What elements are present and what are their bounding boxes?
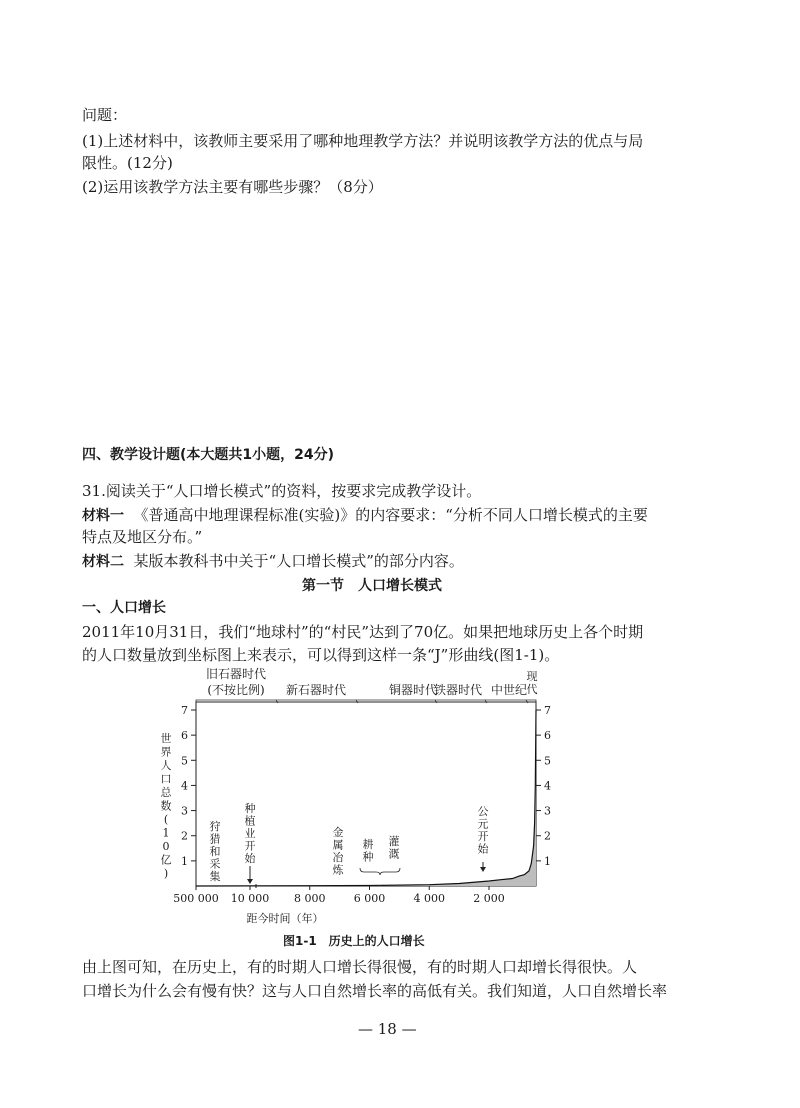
y-tick-label-left-6: 6	[181, 729, 188, 743]
y-tick-label-right-2: 2	[544, 829, 551, 843]
arrowhead-agriculture	[247, 879, 253, 884]
figure-caption: 图1-1 历史上的人口增长	[283, 934, 425, 948]
material-2-label: 材料二	[82, 554, 124, 570]
y-tick-label-left-4: 4	[181, 779, 188, 793]
material-2-text: 某版本教科书中关于“人口增长模式”的部分内容。	[133, 552, 464, 570]
y-tick-label-right-1: 1	[544, 854, 551, 868]
y-tick-label-right-6: 6	[544, 729, 551, 743]
era-label-neolithic: 新石器时代	[285, 683, 347, 697]
y-axis-label	[161, 731, 173, 880]
textbook-sub-heading: 一、人口增长	[82, 600, 166, 616]
era-label-modern-wrap	[527, 670, 538, 696]
era-label-iron-age: 铁器时代	[433, 683, 483, 697]
era-label-modern: 现代	[526, 670, 538, 696]
annotation-ad-begins: 公元开始	[477, 805, 489, 856]
material-1-line-2: 特点及地区分布。”	[82, 528, 203, 546]
x-axis-title: 距今时间（年）	[246, 912, 324, 925]
annotation-irrigation: 灌溉	[388, 835, 400, 861]
y-tick-label-right-5: 5	[544, 754, 551, 768]
annotation-agriculture-start: 种植业开始	[244, 802, 256, 865]
era-label-middle-ages: 中世纪	[490, 683, 528, 697]
material-1-text: 《普通高中地理课程标准(实验)》的内容要求：“分析不同人口增长模式的主要	[133, 506, 648, 524]
annotation-metal-smelting: 金属冶炼	[332, 826, 344, 877]
question-1-line-2: 限性。(12分)	[82, 154, 173, 172]
x-tick-label-1: 10 000	[230, 892, 270, 905]
textbook-para-2-line-1: 由上图可知，在历史上，有的时期人口增长得很慢，有的时期人口却增长得很快。人	[82, 958, 638, 976]
y-tick-label-left-7: 7	[181, 704, 188, 717]
textbook-para-1-line-2: 的人口数量放到坐标图上来表示，可以得到这样一条“J”形曲线(图1-1)。	[82, 646, 560, 664]
y-tick-label-left-2: 2	[181, 829, 188, 843]
questions-heading: 问题：	[82, 106, 128, 124]
question-31: 31.阅读关于“人口增长模式”的资料，按要求完成教学设计。	[82, 482, 482, 500]
question-1-line-1: (1)上述材料中，该教师主要采用了哪种地理教学方法？并说明该教学方法的优点与局	[82, 132, 644, 150]
material-2-line	[82, 550, 464, 573]
era-label-bronze-age: 铜器时代	[388, 683, 438, 697]
x-axis-ticks	[173, 884, 505, 905]
annotation-farming: 耕种	[362, 838, 374, 864]
arrowhead-ad	[480, 867, 486, 872]
textbook-section-title: 第一节 人口增长模式	[302, 578, 442, 594]
textbook-para-2-line-2: 口增长为什么会有慢有快？这与人口自然增长率的高低有关。我们知道，人口自然增长率	[82, 982, 668, 1000]
y-axis-label-text: 世界人口总数( 1 0 亿)	[160, 732, 172, 880]
x-tick-label-0: 500 000	[173, 892, 219, 905]
y-tick-label-right-3: 3	[544, 804, 551, 818]
era-label-not-to-scale: (不按比例)	[207, 683, 265, 697]
section-4-title: 四、教学设计题(本大题共1小题，24分)	[82, 447, 335, 463]
era-label-paleolithic: 旧石器时代	[205, 667, 267, 681]
x-tick-label-2: 8 000	[294, 892, 326, 905]
x-tick-label-3: 6 000	[353, 892, 386, 905]
annotation-hunting-gathering: 狩猎和采集	[209, 820, 221, 883]
y-tick-label-right-4: 4	[544, 779, 551, 793]
y-tick-label-left-3: 3	[181, 804, 188, 818]
x-tick-label-5: 2 000	[473, 892, 505, 905]
y-tick-label-right-7: 7	[544, 704, 551, 717]
textbook-para-1-line-1: 2011年10月31日，我们“地球村”的“村民”达到了70亿。如果把地球历史上各个时期	[82, 623, 644, 641]
page-number: — 18 —	[358, 1020, 417, 1038]
chart-annotations	[210, 802, 490, 883]
population-chart	[150, 664, 580, 930]
x-tick-label-4: 4 000	[413, 892, 445, 905]
question-2: (2)运用该教学方法主要有哪些步骤？（8分）	[82, 178, 383, 196]
y-tick-label-left-1: 1	[181, 854, 188, 868]
material-1-line-1	[82, 504, 648, 527]
material-1-label: 材料一	[82, 508, 124, 524]
y-tick-label-left-5: 5	[181, 754, 188, 768]
brace-farming-irrigation	[360, 868, 400, 875]
